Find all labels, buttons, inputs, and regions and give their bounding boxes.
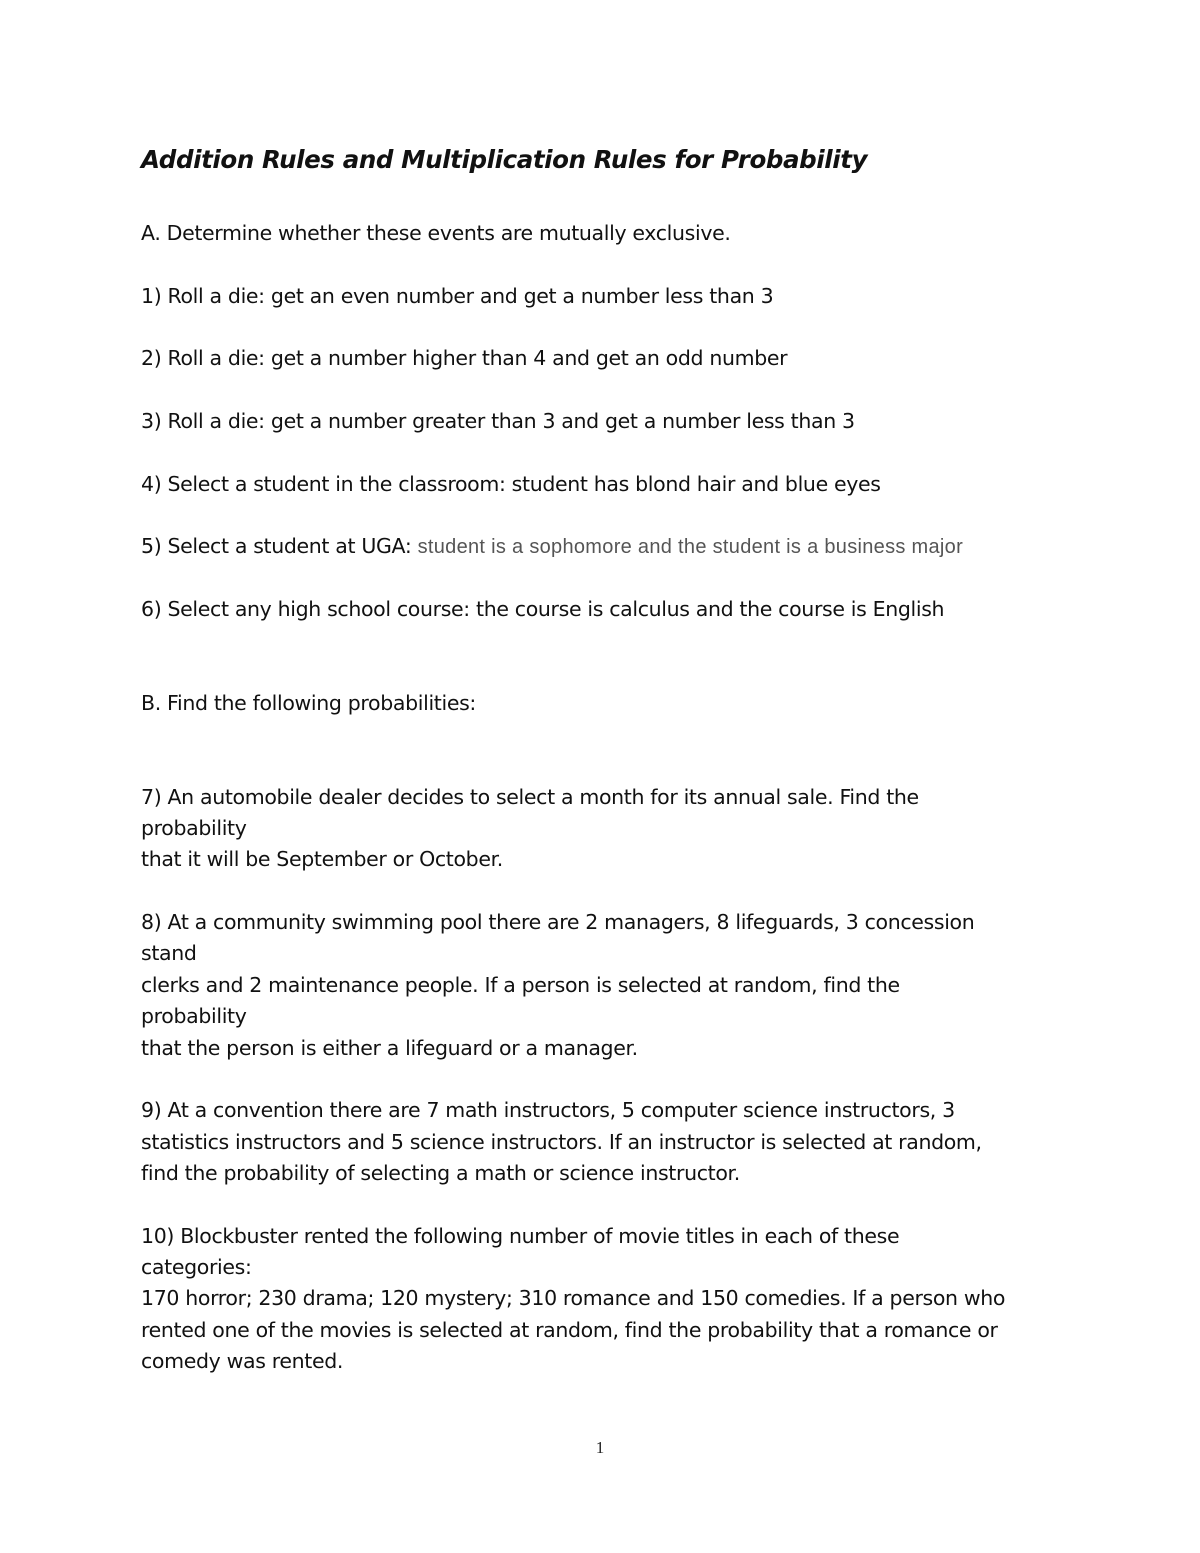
question-9-line-3: find the probability of selecting a math or science instructor. — [141, 1161, 740, 1185]
question-10-line-1: 10) Blockbuster rented the following number of movie titles in each of these — [141, 1224, 900, 1248]
question-7-line-2: probability — [141, 816, 247, 840]
question-10-line-4: rented one of the movies is selected at random, find the probability that a romance or — [141, 1318, 998, 1342]
page-number: 1 — [595, 1438, 605, 1457]
question-5-lead: 5) Select a student at UGA: — [141, 534, 418, 558]
question-10-line-2: categories: — [141, 1255, 252, 1279]
section-b-heading: B. Find the following probabilities: — [141, 691, 476, 715]
question-8-line-5: that the person is either a lifeguard or a manager. — [141, 1036, 638, 1060]
question-6: 6) Select any high school course: the course is calculus and the course is English — [141, 597, 945, 621]
question-1: 1) Roll a die: get an even number and get a number less than 3 — [141, 284, 774, 308]
question-5-rest: student is a sophomore and the student is a business major — [417, 536, 964, 558]
document-title: Addition Rules and Multiplication Rules for Probability — [141, 145, 868, 174]
question-8-line-1: 8) At a community swimming pool there are 2 managers, 8 lifeguards, 3 concession — [141, 910, 975, 934]
question-8-line-4: probability — [141, 1004, 247, 1028]
question-3: 3) Roll a die: get a number greater than 3 and get a number less than 3 — [141, 409, 855, 433]
question-2: 2) Roll a die: get a number higher than 4 and get an odd number — [141, 346, 788, 370]
question-10-line-5: comedy was rented. — [141, 1349, 344, 1373]
question-7-line-1: 7) An automobile dealer decides to select a month for its annual sale. Find the — [141, 785, 919, 809]
question-10-line-3: 170 horror; 230 drama; 120 mystery; 310 romance and 150 comedies. If a person who — [141, 1286, 1006, 1310]
question-9-line-2: statistics instructors and 5 science instructors. If an instructor is selected at random, — [141, 1130, 982, 1154]
question-9-line-1: 9) At a convention there are 7 math instructors, 5 computer science instructors, 3 — [141, 1098, 955, 1122]
section-a-heading: A. Determine whether these events are mutually exclusive. — [141, 221, 731, 245]
question-8-line-2: stand — [141, 941, 197, 965]
question-4: 4) Select a student in the classroom: student has blond hair and blue eyes — [141, 472, 881, 496]
question-8-line-3: clerks and 2 maintenance people. If a person is selected at random, find the — [141, 973, 900, 997]
question-7-line-3: that it will be September or October. — [141, 847, 503, 871]
question-5 — [141, 536, 963, 557]
